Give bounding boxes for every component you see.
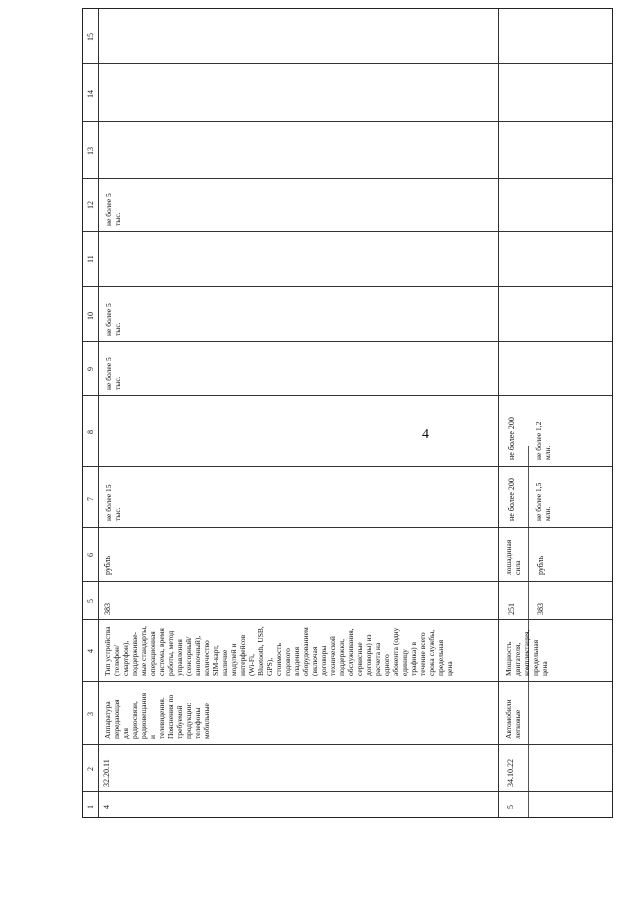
header-col-14: 14 bbox=[86, 90, 95, 98]
header-col-12: 12 bbox=[86, 201, 95, 209]
header-col-3: 3 bbox=[86, 712, 95, 716]
header-col-5: 5 bbox=[86, 599, 95, 603]
col-sep bbox=[83, 341, 612, 342]
col-sep bbox=[83, 63, 612, 64]
col-sep bbox=[83, 178, 612, 179]
row-4-col10: не более 5 тыс. bbox=[104, 303, 122, 336]
row-5b-col8: не более 1,2 млн. bbox=[534, 421, 552, 460]
row-4-name: Аппаратура передающая для радиосвязи, радиовещания и телевидения. Пояснения по требуемой продукции: телефоны мобильные bbox=[103, 692, 211, 739]
col-sep bbox=[83, 121, 612, 122]
row-5a-unit: лошадиная сила bbox=[504, 539, 522, 575]
row-separator-header bbox=[98, 9, 99, 817]
col-sep bbox=[83, 286, 612, 287]
row-5b-unit: рубль bbox=[536, 555, 545, 575]
row-4-number: 4 bbox=[102, 805, 111, 809]
row-4-unit: рубль bbox=[103, 555, 112, 575]
col-sep bbox=[83, 744, 612, 745]
col-sep bbox=[83, 791, 612, 792]
requirements-table bbox=[82, 8, 613, 818]
row-5-name: Автомобили легковые bbox=[504, 699, 522, 739]
col-sep bbox=[83, 466, 612, 467]
header-col-15: 15 bbox=[86, 33, 95, 41]
row-4-col9: не более 5 тыс. bbox=[104, 357, 122, 390]
col-sep bbox=[83, 581, 612, 582]
header-col-9: 9 bbox=[86, 367, 95, 371]
col-sep bbox=[83, 231, 612, 232]
row-4-characteristics: Тип устройства (телефон/ смартфон), поддерживае- мые стандарты, операционная система, время работы, метод управления (сенсорный/ кнопочный), количество SIM-карт, наличие модулей и интерфейсов (Wi-Fi, Bluetooth, USB, GPS), стоимость годового владения оборудованием (включая договоры технической поддержки, обслуживания, сервисные договоры) из расчета на одного абонента (одну единицу трафика) в течение всего срока службы, предельная цена bbox=[103, 625, 454, 676]
row-4-code: 383 bbox=[103, 603, 112, 615]
header-col-11: 11 bbox=[86, 255, 95, 263]
row-5-characteristics: Мощность двигателя, комплектация, предельная цена bbox=[504, 629, 549, 676]
col-sep bbox=[83, 395, 612, 396]
header-col-10: 10 bbox=[86, 312, 95, 320]
col-sep bbox=[83, 619, 612, 620]
row-5b-col7: не более 1,5 млн. bbox=[534, 482, 552, 521]
page-number: 4 bbox=[422, 427, 429, 442]
row-5-number: 5 bbox=[506, 805, 515, 809]
row-4-col7: не более 15 тыс. bbox=[104, 484, 122, 521]
header-col-13: 13 bbox=[86, 147, 95, 155]
header-col-8: 8 bbox=[86, 430, 95, 434]
col-sep bbox=[83, 527, 612, 528]
header-col-7: 7 bbox=[86, 497, 95, 501]
row-5b-code: 383 bbox=[536, 603, 545, 615]
row-5-okpd: 34.10.22 bbox=[506, 759, 515, 787]
header-col-6: 6 bbox=[86, 553, 95, 557]
header-col-1: 1 bbox=[86, 805, 95, 809]
row-5a-code: 251 bbox=[507, 603, 516, 615]
row-separator-4-5 bbox=[498, 9, 499, 817]
col-sep bbox=[83, 681, 612, 682]
row-4-okpd: 32.20.11 bbox=[102, 759, 111, 787]
row-5a-col8: не более 200 bbox=[507, 417, 516, 460]
row-4-col12: не более 5 тыс. bbox=[104, 193, 122, 226]
header-col-2: 2 bbox=[86, 767, 95, 771]
header-col-4: 4 bbox=[86, 649, 95, 653]
row-5a-col7: не более 200 bbox=[507, 478, 516, 521]
